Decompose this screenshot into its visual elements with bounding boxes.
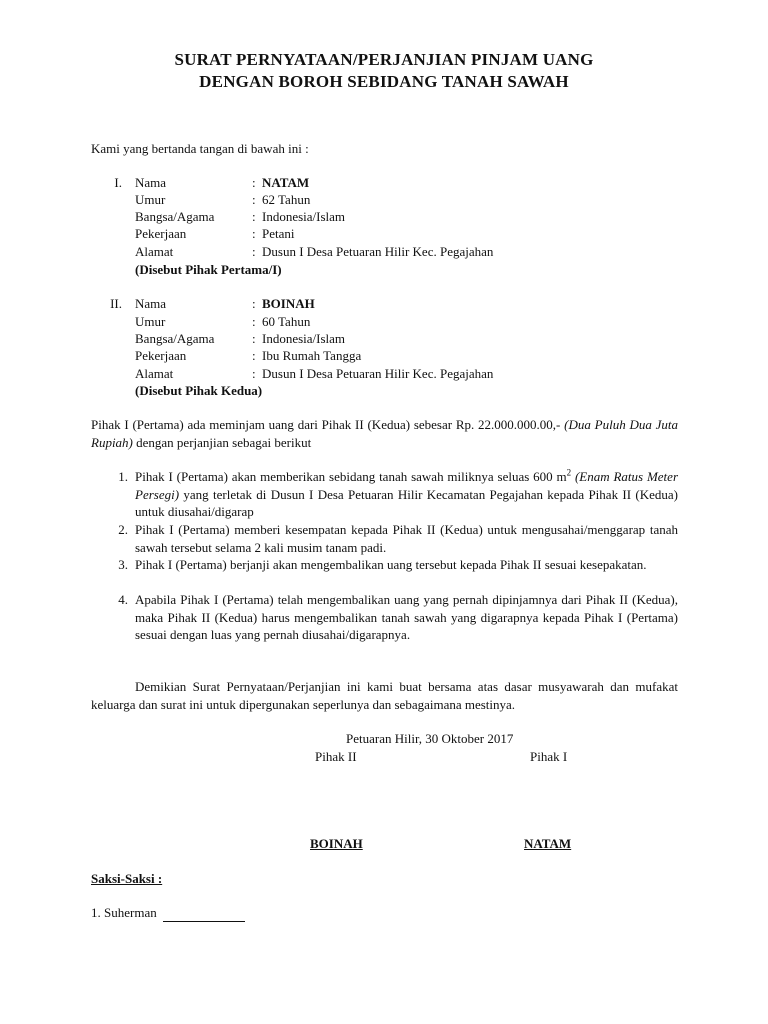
party2-nationality-colon: : <box>252 331 256 346</box>
party1-address-colon: : <box>252 244 256 259</box>
loan-text-b: dengan perjanjian sebagai berikut <box>132 434 312 450</box>
loan-paragraph <box>91 416 678 451</box>
party2-age-label: Umur <box>135 314 166 329</box>
party1-nationality-label: Bangsa/Agama <box>135 209 215 224</box>
witnesses-heading: Saksi-Saksi : <box>91 871 163 886</box>
document-title-line-2: DENGAN BOROH SEBIDANG TANAH SAWAH <box>199 72 569 91</box>
party2-name-value: BOINAH <box>262 296 315 311</box>
clause-2-number: 2. <box>118 522 128 537</box>
party1-occupation-label: Pekerjaan <box>135 226 187 241</box>
intro-text: Kami yang bertanda tangan di bawah ini : <box>91 141 309 156</box>
party1-occupation-colon: : <box>252 226 256 241</box>
party1-address-label: Alamat <box>135 244 174 259</box>
party1-address-value: Dusun I Desa Petuaran Hilir Kec. Pegajahan <box>262 244 494 259</box>
loan-amount-words: (Dua Puluh Dua Juta Rupiah) <box>91 417 678 450</box>
witness-number: 1. <box>91 905 101 920</box>
party1-age-value: 62 Tahun <box>262 192 311 207</box>
document-title-line-1: SURAT PERNYATAAN/PERJANJIAN PINJAM UANG <box>174 50 594 69</box>
party2-numeral: II. <box>110 296 122 311</box>
party1-numeral: I. <box>114 175 122 190</box>
party1-occupation-value: Petani <box>262 226 295 241</box>
clause-1-text <box>135 468 678 521</box>
party2-name-colon: : <box>252 296 256 311</box>
clause-1-italic: (Enam Ratus Meter Persegi) <box>135 469 678 502</box>
party2-occupation-label: Pekerjaan <box>135 348 187 363</box>
right-signatory-name: NATAM <box>524 836 572 851</box>
clause-3-number: 3. <box>118 557 128 572</box>
witness-item <box>91 904 245 922</box>
clause-3-text: Pihak I (Pertama) berjanji akan mengembalikan uang tersebut kepada Pihak II sesuai kesepakatan. <box>135 557 647 572</box>
party1-age-label: Umur <box>135 192 166 207</box>
clause-1-number: 1. <box>118 469 128 484</box>
party1-name-label: Nama <box>135 175 167 190</box>
clause-1-part-b: yang terletak di Dusun I Desa Petuaran Hilir Kecamatan Pegajahan kepada Pihak II (Kedua) untuk diusahai/digarap <box>135 486 678 519</box>
party2-address-colon: : <box>252 366 256 381</box>
loan-text-a: Pihak I (Pertama) ada meminjam uang dari Pihak II (Kedua) sebesar Rp. 22.000.000.00,- <box>91 417 565 432</box>
right-signatory-role: Pihak I <box>530 749 568 764</box>
witness-name: Suherman <box>104 905 157 920</box>
clause-1-part-a: Pihak I (Pertama) akan memberikan sebidang tanah sawah miliknya seluas 600 m <box>135 469 567 484</box>
party2-nationality-value: Indonesia/Islam <box>262 331 346 346</box>
party2-designation: (Disebut Pihak Kedua) <box>135 383 263 398</box>
party2-address-label: Alamat <box>135 366 174 381</box>
clause-4-text: Apabila Pihak I (Pertama) telah mengembalikan uang yang pernah dipinjamnya dari Pihak II (Kedua), maka Pihak II (Kedua) harus mengembalikan tanah sawah yang digarapnya kepada Pihak I (Pertama) sesuai dengan luas yang pernah diusahai/digarapnya. <box>135 592 678 642</box>
party1-name-colon: : <box>252 175 256 190</box>
party1-name-value: NATAM <box>262 175 310 190</box>
party1-age-colon: : <box>252 192 256 207</box>
closing-paragraph: Demikian Surat Pernyataan/Perjanjian ini kami buat bersama atas dasar musyawarah dan mufakat keluarga dan surat ini untuk dipergunakan seperlunya dan sebagaimana mestinya. <box>91 679 678 712</box>
party1-nationality-value: Indonesia/Islam <box>262 209 346 224</box>
clause-4-number: 4. <box>118 592 128 607</box>
party2-occupation-value: Ibu Rumah Tangga <box>262 348 362 363</box>
clause-1-superscript: 2 <box>566 467 572 478</box>
party2-nationality-label: Bangsa/Agama <box>135 331 215 346</box>
party1-nationality-colon: : <box>252 209 256 224</box>
party2-age-value: 60 Tahun <box>262 314 311 329</box>
place-date: Petuaran Hilir, 30 Oktober 2017 <box>346 731 514 746</box>
witness-signature-line <box>163 908 245 922</box>
party2-name-label: Nama <box>135 296 167 311</box>
party2-occupation-colon: : <box>252 348 256 363</box>
clause-2-text: Pihak I (Pertama) memberi kesempatan kepada Pihak II (Kedua) untuk mengusahai/menggarap tanah sawah tersebut selama 2 kali musim tanam padi. <box>135 522 678 555</box>
party2-age-colon: : <box>252 314 256 329</box>
party1-designation: (Disebut Pihak Pertama/I) <box>135 262 282 277</box>
left-signatory-name: BOINAH <box>310 836 363 851</box>
party2-address-value: Dusun I Desa Petuaran Hilir Kec. Pegajahan <box>262 366 494 381</box>
left-signatory-role: Pihak II <box>315 749 357 764</box>
